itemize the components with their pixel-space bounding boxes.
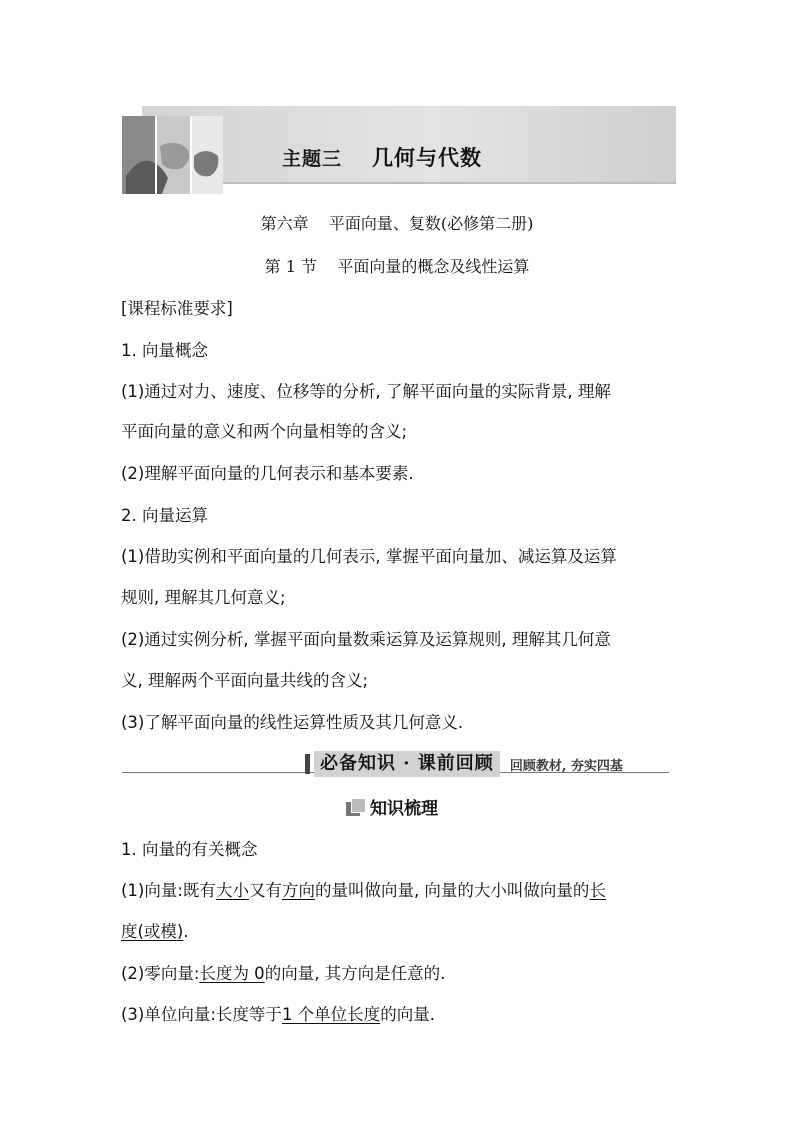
standards-item2-title: 2. 向量运算 [121, 506, 208, 525]
knowledge-line [121, 960, 445, 984]
standards-text: (2)通过实例分析, 掌握平面向量数乘运算及运算规则, 理解其几何意 [121, 630, 611, 649]
standards-text: (1)借助实例和平面向量的几何表示, 掌握平面向量加、减运算及运算 [121, 547, 617, 566]
banner-topic: 主题三 [282, 148, 343, 170]
text: 又有 [248, 881, 282, 900]
knowledge-line [121, 1001, 435, 1025]
banner-photo [122, 116, 223, 194]
standards-text: 义, 理解两个平面向量共线的含义; [121, 671, 369, 690]
text: (3)单位向量:长度等于 [121, 1005, 282, 1024]
topic-banner [122, 106, 676, 188]
band-subtitle: 回顾教材, 夯实四基 [509, 758, 623, 774]
chapter-title: 第六章 平面向量、复数(必修第二册) [260, 214, 534, 233]
text: (1)向量:既有 [121, 881, 216, 900]
squares-icon [346, 798, 364, 816]
standards-heading: [课程标准要求] [121, 299, 233, 318]
standards-text: (3)了解平面向量的线性运算性质及其几何意义. [121, 713, 464, 732]
blank-answer: 长度为 0 [199, 964, 265, 983]
standards-text: (2)理解平面向量的几何表示和基本要素. [121, 464, 414, 483]
knowledge-line [121, 918, 189, 942]
blank-answer: 长 [589, 881, 606, 900]
text: (2)零向量: [121, 964, 200, 983]
blank-answer: 方向 [281, 881, 315, 900]
text: 的量叫做向量, 向量的大小叫做向量的 [314, 881, 590, 900]
section-title: 第 1 节 平面向量的概念及线性运算 [264, 257, 530, 276]
banner-title [282, 142, 482, 172]
blank-answer: 大小 [215, 881, 249, 900]
standards-item1-title: 1. 向量概念 [121, 341, 208, 360]
banner-subject: 几何与代数 [372, 146, 483, 170]
band-title: 必备知识 · 课前回顾 [314, 751, 500, 777]
section-band [305, 751, 623, 777]
blank-answer: 1 个单位长度 [281, 1005, 381, 1024]
band-marker [305, 754, 310, 774]
standards-text: 规则, 理解其几何意义; [121, 588, 286, 607]
blank-answer: 度(或模) [121, 922, 184, 941]
knowledge-heading [346, 794, 438, 819]
text: 的向量. [380, 1005, 435, 1024]
knowledge-line [121, 877, 606, 901]
knowledge-heading-text: 知识梳理 [370, 799, 438, 819]
standards-text: 平面向量的意义和两个向量相等的含义; [121, 422, 408, 441]
knowledge-title: 1. 向量的有关概念 [121, 840, 258, 859]
text: . [183, 922, 189, 941]
standards-text: (1)通过对力、速度、位移等的分析, 了解平面向量的实际背景, 理解 [121, 382, 611, 401]
text: 的向量, 其方向是任意的. [264, 964, 446, 983]
